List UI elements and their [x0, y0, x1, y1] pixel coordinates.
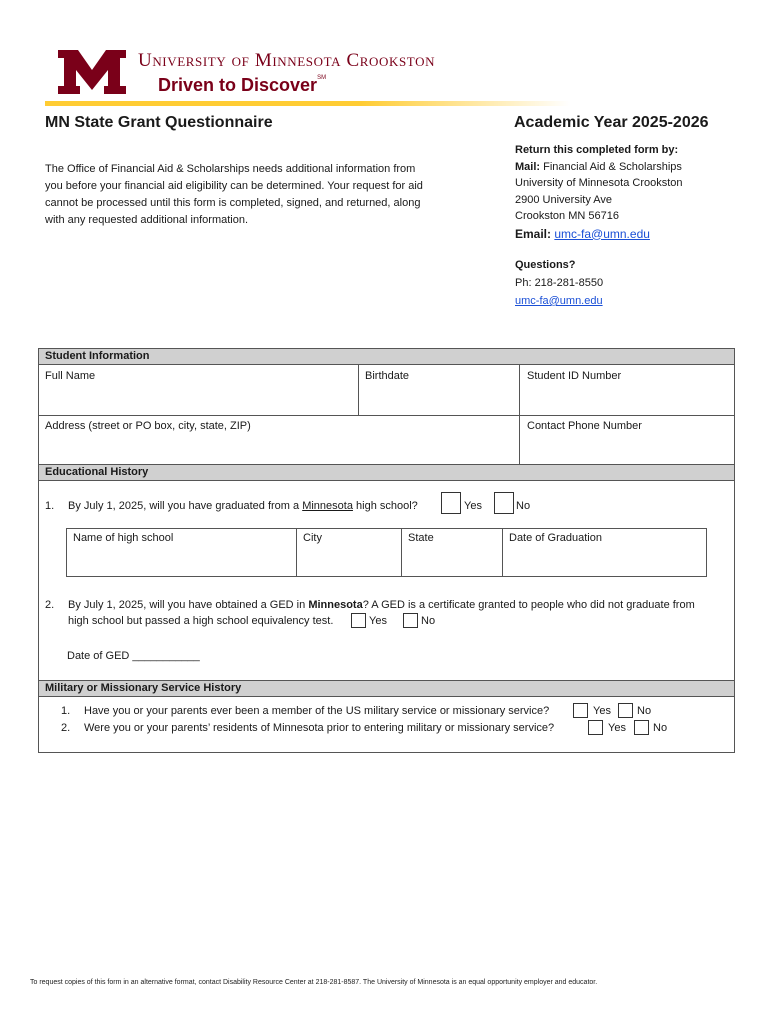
- divider: [502, 528, 503, 577]
- yes-label: Yes: [369, 615, 387, 627]
- hs-grad-no-checkbox[interactable]: [494, 492, 514, 514]
- military-q2-number: 2.: [61, 722, 71, 734]
- mail-line-2: University of Minnesota Crookston: [515, 177, 683, 189]
- mail-line-4: Crookston MN 56716: [515, 210, 619, 222]
- no-label: No: [516, 500, 531, 512]
- questions-heading: Questions?: [515, 259, 576, 271]
- return-heading: Return this completed form by:: [515, 144, 679, 156]
- military-q2-no-checkbox[interactable]: [634, 720, 649, 735]
- university-name: University of Minnesota Crookston: [138, 50, 436, 71]
- section-student-info: Student Information: [38, 348, 735, 365]
- military-q1-number: 1.: [61, 705, 71, 717]
- hs-grad-yes-checkbox[interactable]: [441, 492, 461, 514]
- question-2-number: 2.: [45, 599, 55, 611]
- return-instructions: [515, 142, 755, 242]
- question-1-text: By July 1, 2025, will you have graduated from a Minnesota high school?: [68, 500, 418, 512]
- yes-label: Yes: [593, 705, 611, 717]
- graduation-date-field[interactable]: Date of Graduation: [509, 532, 602, 544]
- university-m-logo: [56, 48, 128, 96]
- high-school-city-field[interactable]: City: [303, 532, 322, 544]
- service-mark: SM: [317, 75, 327, 81]
- divider: [358, 365, 359, 415]
- military-q1-no-checkbox[interactable]: [618, 703, 633, 718]
- mail-line-3: 2900 University Ave: [515, 193, 613, 206]
- high-school-state-field[interactable]: State: [408, 532, 434, 544]
- no-label: No: [421, 615, 436, 627]
- high-school-name-field[interactable]: Name of high school: [73, 532, 174, 544]
- military-q2-text: Were you or your parents’ residents of Minnesota prior to entering military or missionary service?: [84, 722, 555, 734]
- tagline: Driven to Discover℠: [158, 75, 327, 95]
- full-name-field[interactable]: Full Name: [45, 370, 96, 382]
- divider: [38, 415, 735, 416]
- divider: [296, 528, 297, 577]
- question-2-text-line2: high school but passed a high school equivalency test.: [68, 615, 334, 627]
- phone-number: Ph: 218-281-8550: [515, 277, 604, 289]
- divider: [401, 528, 402, 577]
- email-link[interactable]: umc-fa@umn.edu: [554, 226, 650, 241]
- student-id-field[interactable]: Student ID Number: [527, 370, 622, 382]
- ged-yes-checkbox[interactable]: [351, 613, 366, 628]
- page-title: MN State Grant Questionnaire: [45, 114, 273, 131]
- yes-label: Yes: [464, 500, 482, 512]
- academic-year: Academic Year 2025-2026: [514, 114, 709, 131]
- section-military-history: Military or Missionary Service History: [38, 680, 735, 697]
- questions-contact: [515, 256, 603, 310]
- section-educational-history: Educational History: [38, 464, 735, 481]
- military-q2-yes-checkbox[interactable]: [588, 720, 603, 735]
- ged-no-checkbox[interactable]: [403, 613, 418, 628]
- mail-line: Mail: Financial Aid & Scholarships: [515, 160, 682, 173]
- question-1-number: 1.: [45, 500, 55, 512]
- question-2-text: By July 1, 2025, will you have obtained a GED in Minnesota? A GED is a certificate granted to people who did not graduate from: [68, 599, 695, 611]
- military-q1-yes-checkbox[interactable]: [573, 703, 588, 718]
- footer-notice: To request copies of this form in an alternative format, contact Disability Resource Center at 218-281-8587. The University of Minnesota is an equal opportunity employer and educator.: [30, 979, 598, 986]
- ged-date-field[interactable]: Date of GED ___________: [67, 650, 200, 662]
- phone-field[interactable]: Contact Phone Number: [527, 420, 642, 432]
- no-label: No: [637, 705, 652, 717]
- intro-paragraph: The Office of Financial Aid & Scholarships needs additional information from you before your financial aid eligibility can be determined. Your request for aid cannot be processed until this form is completed, signed, and returned, along with any requested additional information.: [45, 163, 423, 226]
- birthdate-field[interactable]: Birthdate: [365, 370, 410, 382]
- no-label: No: [653, 722, 668, 734]
- gold-divider: [45, 101, 570, 106]
- yes-label: Yes: [608, 722, 626, 734]
- military-q1-text: Have you or your parents ever been a member of the US military service or missionary service?: [84, 705, 550, 717]
- email-line: Email: umc-fa@umn.edu: [515, 226, 650, 241]
- questions-email-link[interactable]: umc-fa@umn.edu: [515, 295, 603, 307]
- address-field[interactable]: Address (street or PO box, city, state, ZIP): [45, 420, 251, 432]
